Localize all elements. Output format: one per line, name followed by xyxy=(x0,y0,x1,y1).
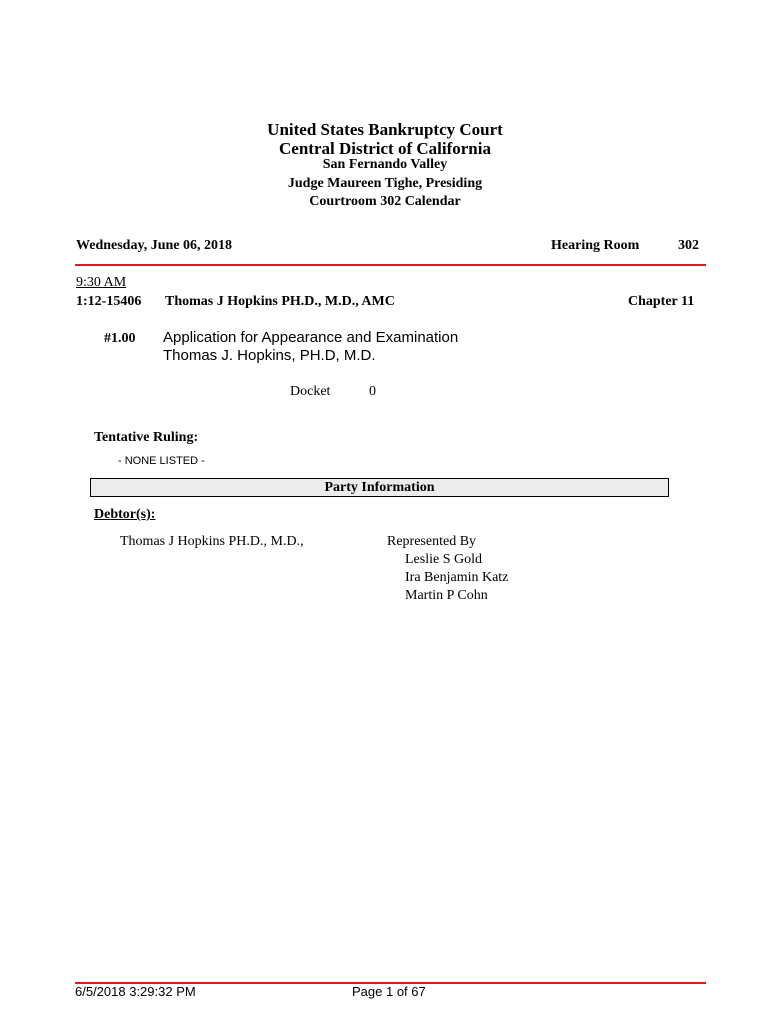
case-name: Thomas J Hopkins PH.D., M.D., AMC xyxy=(165,294,395,309)
attorney-name: Martin P Cohn xyxy=(405,588,488,603)
division-name: San Fernando Valley xyxy=(322,157,448,172)
judge-name: Judge Maureen Tighe, Presiding xyxy=(287,176,483,191)
matter-party: Thomas J. Hopkins, PH.D, M.D. xyxy=(163,347,376,364)
docket-label: Docket xyxy=(290,384,331,399)
docket-number: 0 xyxy=(369,384,376,399)
hearing-room-label: Hearing Room xyxy=(551,238,640,253)
matter-title: Application for Appearance and Examination xyxy=(163,329,459,346)
header-divider xyxy=(75,264,706,266)
party-information-header: Party Information xyxy=(90,478,669,497)
represented-by-label: Represented By xyxy=(387,534,477,549)
chapter: Chapter 11 xyxy=(628,294,695,309)
hearing-date: Wednesday, June 06, 2018 xyxy=(76,238,232,253)
debtor-role-label: Debtor(s): xyxy=(94,507,156,522)
tentative-ruling-value: - NONE LISTED - xyxy=(118,455,205,467)
court-name: United States Bankruptcy Court xyxy=(267,120,503,139)
case-number: 1:12-15406 xyxy=(76,294,142,309)
debtor-name: Thomas J Hopkins PH.D., M.D., xyxy=(120,534,304,549)
calendar-title: Courtroom 302 Calendar xyxy=(309,194,461,209)
hearing-room-number: 302 xyxy=(678,238,699,253)
item-number: #1.00 xyxy=(104,331,136,346)
page-number: Page 1 of 67 xyxy=(352,984,426,999)
footer-timestamp: 6/5/2018 3:29:32 PM xyxy=(75,984,196,999)
attorney-name: Ira Benjamin Katz xyxy=(405,570,509,585)
attorney-name: Leslie S Gold xyxy=(405,552,482,567)
tentative-ruling-label: Tentative Ruling: xyxy=(94,430,199,445)
hearing-time: 9:30 AM xyxy=(76,275,127,290)
district-name: Central District of California xyxy=(279,139,491,158)
